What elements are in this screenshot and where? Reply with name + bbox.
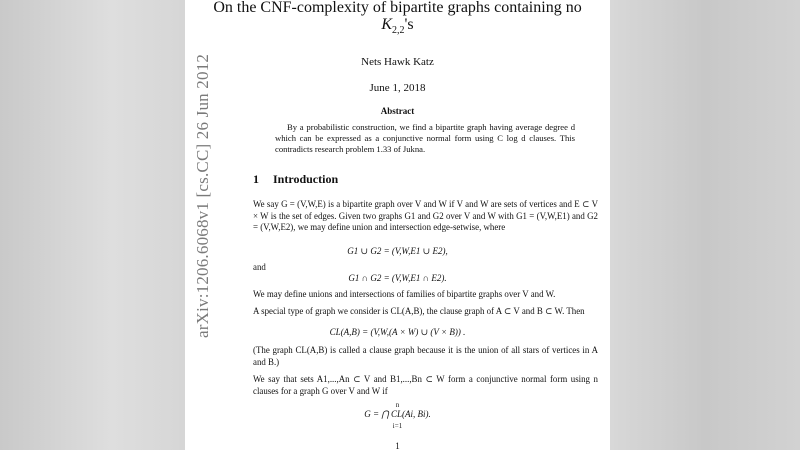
paragraph-2: We may define unions and intersections of families of bipartite graphs over V and W. <box>253 289 556 299</box>
arxiv-stamp: arXiv:1206.6068v1 [cs.CC] 26 Jun 2012 <box>193 53 212 338</box>
section-title: Introduction <box>273 172 339 186</box>
section-heading <box>253 172 338 187</box>
equation-intersection: G1 ∩ G2 = (V,W,E1 ∩ E2). <box>348 273 447 283</box>
abstract-heading: Abstract <box>380 106 415 116</box>
equation-cnf-upper: n <box>395 401 400 409</box>
title-line-1: On the CNF-complexity of bipartite graphs containing no <box>213 0 582 16</box>
paragraph-4: (The graph CL(A,B) is called a clause graph because it is the union of all stars of vertices in A and B.) <box>253 345 598 367</box>
and-word: and <box>253 262 266 272</box>
equation-union: G1 ∪ G2 = (V,W,E1 ∪ E2), <box>347 246 448 256</box>
abstract-text: By a probabilistic construction, we find a bipartite graph having average degree d which can be expressed as a conjunctive normal form using C log d clauses. This contradicts research problem 1.33 of Jukna. <box>275 122 575 154</box>
section-number: 1 <box>253 172 259 186</box>
paragraph-5: We say that sets A1,...,An ⊂ V and B1,...,Bn ⊂ W form a conjunctive normal form using n clauses for a graph G over V and W if <box>253 374 598 396</box>
title-symbol: K <box>381 16 393 33</box>
title-suffix: 's <box>404 16 414 33</box>
viewer-background-left <box>0 0 185 450</box>
title-line-2 <box>185 16 610 36</box>
author: Nets Hawk Katz <box>361 56 434 68</box>
paper-page <box>185 0 610 450</box>
title-subscript: 2,2 <box>392 25 405 37</box>
date: June 1, 2018 <box>369 82 426 94</box>
equation-cnf: G = ⋂ CL(Ai, Bi). <box>364 409 431 419</box>
page-number: 1 <box>395 441 400 450</box>
equation-cnf-lower: i=1 <box>392 422 403 430</box>
paragraph-3: A special type of graph we consider is CL(A,B), the clause graph of A ⊂ V and B ⊂ W. Then <box>253 306 585 316</box>
viewer-background-right <box>610 0 800 450</box>
paragraph-1: We say G = (V,W,E) is a bipartite graph over V and W if V and W are sets of vertices and E ⊂ V × W is the set of edges. Given two graphs G1 and G2 over V and W with G1 = (V,W,E1) and G2 = (V,W,E2), we may define union and intersection edge-setwise, where <box>253 199 598 233</box>
equation-clause: CL(A,B) = (V,W,(A × W) ∪ (V × B)) . <box>329 327 466 337</box>
